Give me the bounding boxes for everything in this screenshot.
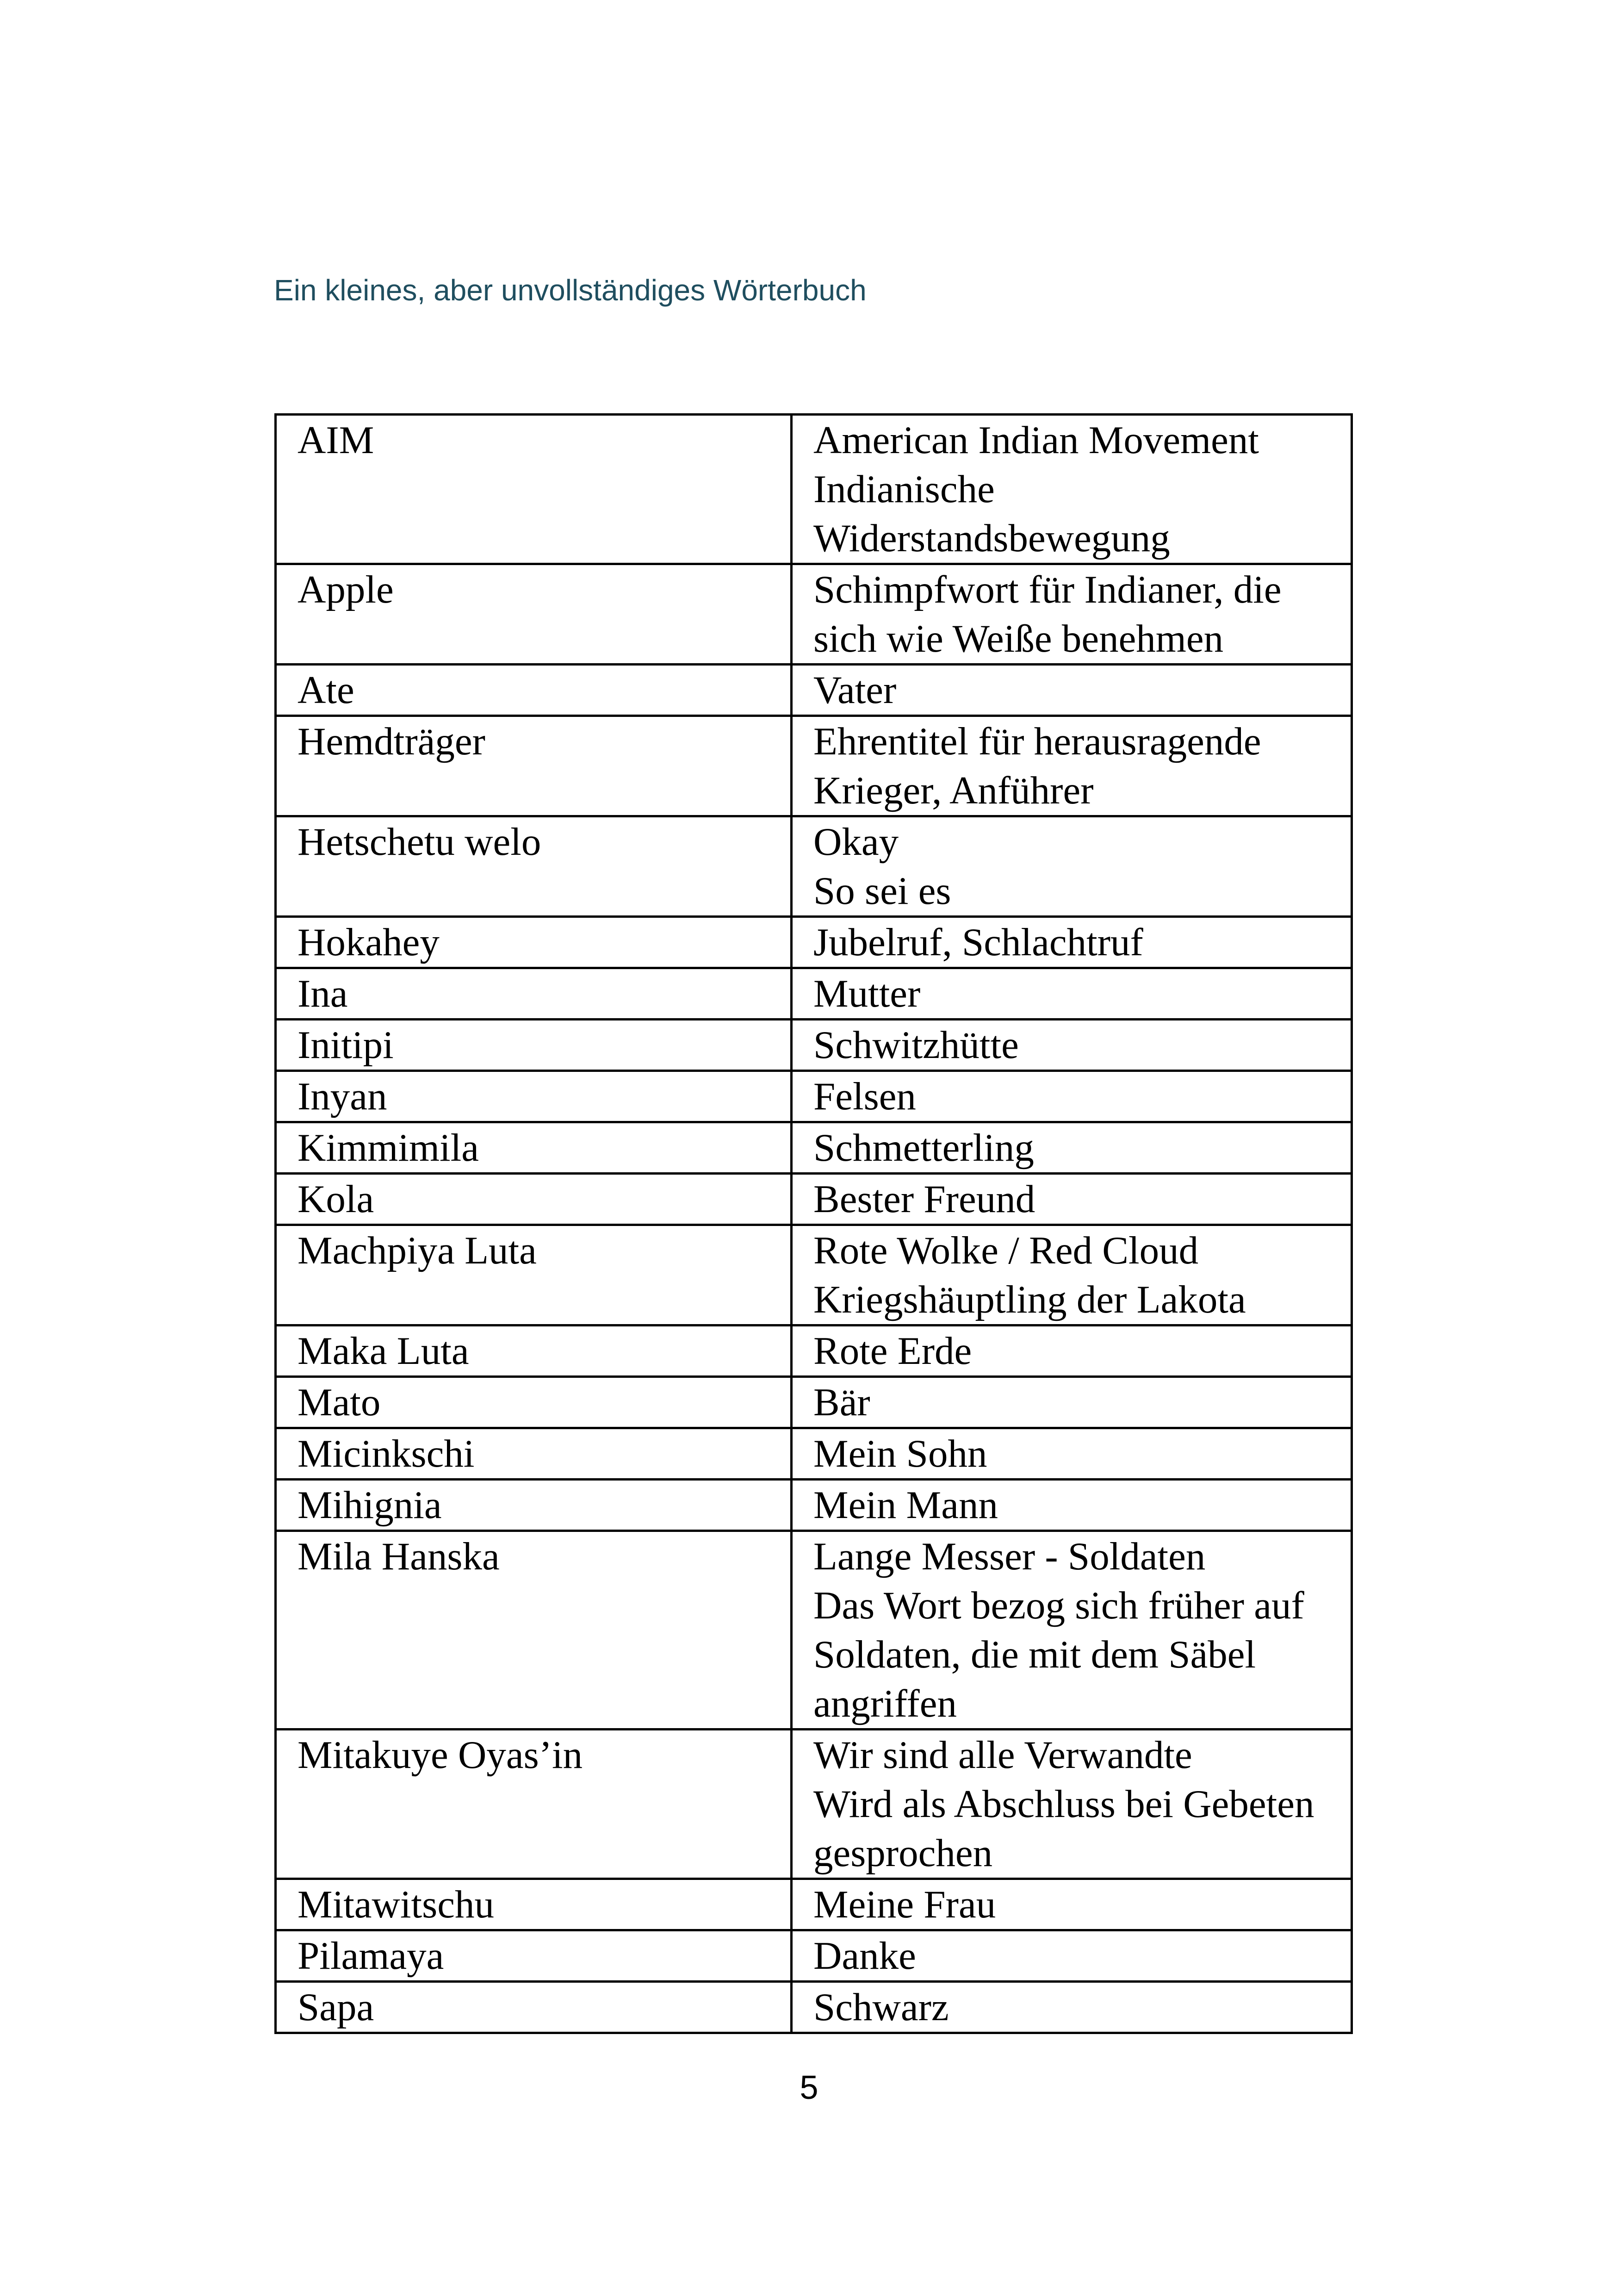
- definition-line: Jubelruf, Schlachtruf: [813, 921, 1143, 964]
- definition-cell: [792, 665, 1352, 716]
- term-cell: [276, 1325, 792, 1377]
- definition-line: Widerstandsbewegung: [813, 516, 1170, 560]
- term-text: AIM: [298, 418, 374, 462]
- definition-cell: [792, 1377, 1352, 1428]
- definition-line: Soldaten, die mit dem Säbel: [813, 1633, 1256, 1676]
- definition-cell: [792, 1020, 1352, 1071]
- definition-cell: [792, 1480, 1352, 1531]
- definition-cell: [792, 1225, 1352, 1325]
- table-row: [276, 1480, 1352, 1531]
- definition-line: Wird als Abschluss bei Gebeten: [813, 1782, 1314, 1826]
- definition-cell: [792, 716, 1352, 816]
- term-cell: [276, 1377, 792, 1428]
- definition-cell: [792, 968, 1352, 1020]
- definition-line: Indianische: [813, 467, 995, 511]
- term-text: Machpiya Luta: [298, 1229, 537, 1272]
- definition-line: Krieger, Anführer: [813, 769, 1094, 812]
- definition-cell: [792, 1930, 1352, 1982]
- table-row: [276, 1122, 1352, 1174]
- term-text: Ina: [298, 972, 348, 1015]
- definition-line: Schimpfwort für Indianer, die: [813, 568, 1282, 611]
- definition-line: Mutter: [813, 972, 921, 1015]
- term-cell: [276, 1020, 792, 1071]
- definition-line: Kriegshäuptling der Lakota: [813, 1278, 1246, 1321]
- definition-line: Felsen: [813, 1075, 916, 1118]
- definition-line: gesprochen: [813, 1831, 993, 1875]
- term-text: Hokahey: [298, 921, 440, 964]
- term-cell: [276, 1982, 792, 2033]
- term-text: Hetschetu welo: [298, 820, 541, 864]
- table-row: [276, 665, 1352, 716]
- term-text: Hemdträger: [298, 720, 485, 763]
- table-row: [276, 1930, 1352, 1982]
- table-row: [276, 1225, 1352, 1325]
- page-heading: Ein kleines, aber unvollständiges Wörterbuch: [274, 274, 867, 307]
- table-row: [276, 917, 1352, 968]
- term-text: Ate: [298, 668, 354, 712]
- term-cell: [276, 917, 792, 968]
- table-row: [276, 1982, 1352, 2033]
- table-row: [276, 564, 1352, 665]
- dictionary-table: [274, 413, 1353, 2034]
- definition-line: Bester Freund: [813, 1177, 1035, 1221]
- dictionary-table-body: [276, 415, 1352, 2033]
- definition-cell: [792, 1071, 1352, 1122]
- definition-line: Vater: [813, 668, 897, 712]
- term-cell: [276, 665, 792, 716]
- term-text: Sapa: [298, 1985, 374, 2029]
- term-text: Mato: [298, 1381, 381, 1424]
- definition-cell: [792, 917, 1352, 968]
- term-text: Micinkschi: [298, 1432, 475, 1475]
- table-row: [276, 1377, 1352, 1428]
- term-text: Initipi: [298, 1023, 394, 1067]
- term-cell: [276, 1071, 792, 1122]
- term-text: Kola: [298, 1177, 374, 1221]
- definition-line: sich wie Weiße benehmen: [813, 617, 1224, 660]
- definition-line: American Indian Movement: [813, 418, 1259, 462]
- term-text: Maka Luta: [298, 1329, 469, 1373]
- definition-line: Wir sind alle Verwandte: [813, 1733, 1192, 1777]
- definition-cell: [792, 1531, 1352, 1730]
- term-cell: [276, 1174, 792, 1225]
- definition-line: Das Wort bezog sich früher auf: [813, 1584, 1304, 1627]
- term-cell: [276, 1122, 792, 1174]
- term-cell: [276, 1428, 792, 1480]
- term-text: Pilamaya: [298, 1934, 444, 1978]
- definition-line: Danke: [813, 1934, 916, 1978]
- definition-line: Mein Mann: [813, 1483, 998, 1527]
- term-text: Inyan: [298, 1075, 387, 1118]
- definition-line: Rote Erde: [813, 1329, 972, 1373]
- table-row: [276, 968, 1352, 1020]
- definition-line: Okay: [813, 820, 899, 864]
- term-cell: [276, 1930, 792, 1982]
- definition-cell: [792, 564, 1352, 665]
- definition-cell: [792, 1325, 1352, 1377]
- term-text: Apple: [298, 568, 394, 611]
- table-row: [276, 1879, 1352, 1930]
- table-row: [276, 1428, 1352, 1480]
- definition-line: Rote Wolke / Red Cloud: [813, 1229, 1199, 1272]
- term-cell: [276, 816, 792, 917]
- definition-cell: [792, 1174, 1352, 1225]
- term-cell: [276, 1225, 792, 1325]
- term-cell: [276, 1879, 792, 1930]
- definition-cell: [792, 1730, 1352, 1879]
- term-cell: [276, 564, 792, 665]
- term-cell: [276, 716, 792, 816]
- definition-line: Schmetterling: [813, 1126, 1034, 1170]
- definition-cell: [792, 415, 1352, 564]
- table-row: [276, 716, 1352, 816]
- term-text: Mitawitschu: [298, 1883, 494, 1926]
- term-cell: [276, 968, 792, 1020]
- table-row: [276, 415, 1352, 564]
- term-cell: [276, 415, 792, 564]
- definition-cell: [792, 1879, 1352, 1930]
- definition-line: So sei es: [813, 869, 951, 913]
- definition-cell: [792, 816, 1352, 917]
- term-text: Mihignia: [298, 1483, 442, 1527]
- table-row: [276, 1730, 1352, 1879]
- definition-cell: [792, 1982, 1352, 2033]
- term-text: Kimmimila: [298, 1126, 479, 1170]
- definition-line: Schwitzhütte: [813, 1023, 1019, 1067]
- table-row: [276, 1325, 1352, 1377]
- table-row: [276, 1174, 1352, 1225]
- table-row: [276, 816, 1352, 917]
- term-cell: [276, 1730, 792, 1879]
- definition-line: Lange Messer - Soldaten: [813, 1535, 1206, 1578]
- term-cell: [276, 1480, 792, 1531]
- definition-cell: [792, 1428, 1352, 1480]
- term-text: Mitakuye Oyas’in: [298, 1733, 583, 1777]
- definition-line: Meine Frau: [813, 1883, 996, 1926]
- definition-cell: [792, 1122, 1352, 1174]
- table-row: [276, 1071, 1352, 1122]
- term-cell: [276, 1531, 792, 1730]
- page-number: 5: [800, 2069, 818, 2106]
- definition-line: Ehrentitel für herausragende: [813, 720, 1261, 763]
- table-row: [276, 1020, 1352, 1071]
- term-text: Mila Hanska: [298, 1535, 500, 1578]
- definition-line: Bär: [813, 1381, 870, 1424]
- definition-line: Schwarz: [813, 1985, 949, 2029]
- definition-line: Mein Sohn: [813, 1432, 987, 1475]
- definition-line: angriffen: [813, 1682, 957, 1725]
- table-row: [276, 1531, 1352, 1730]
